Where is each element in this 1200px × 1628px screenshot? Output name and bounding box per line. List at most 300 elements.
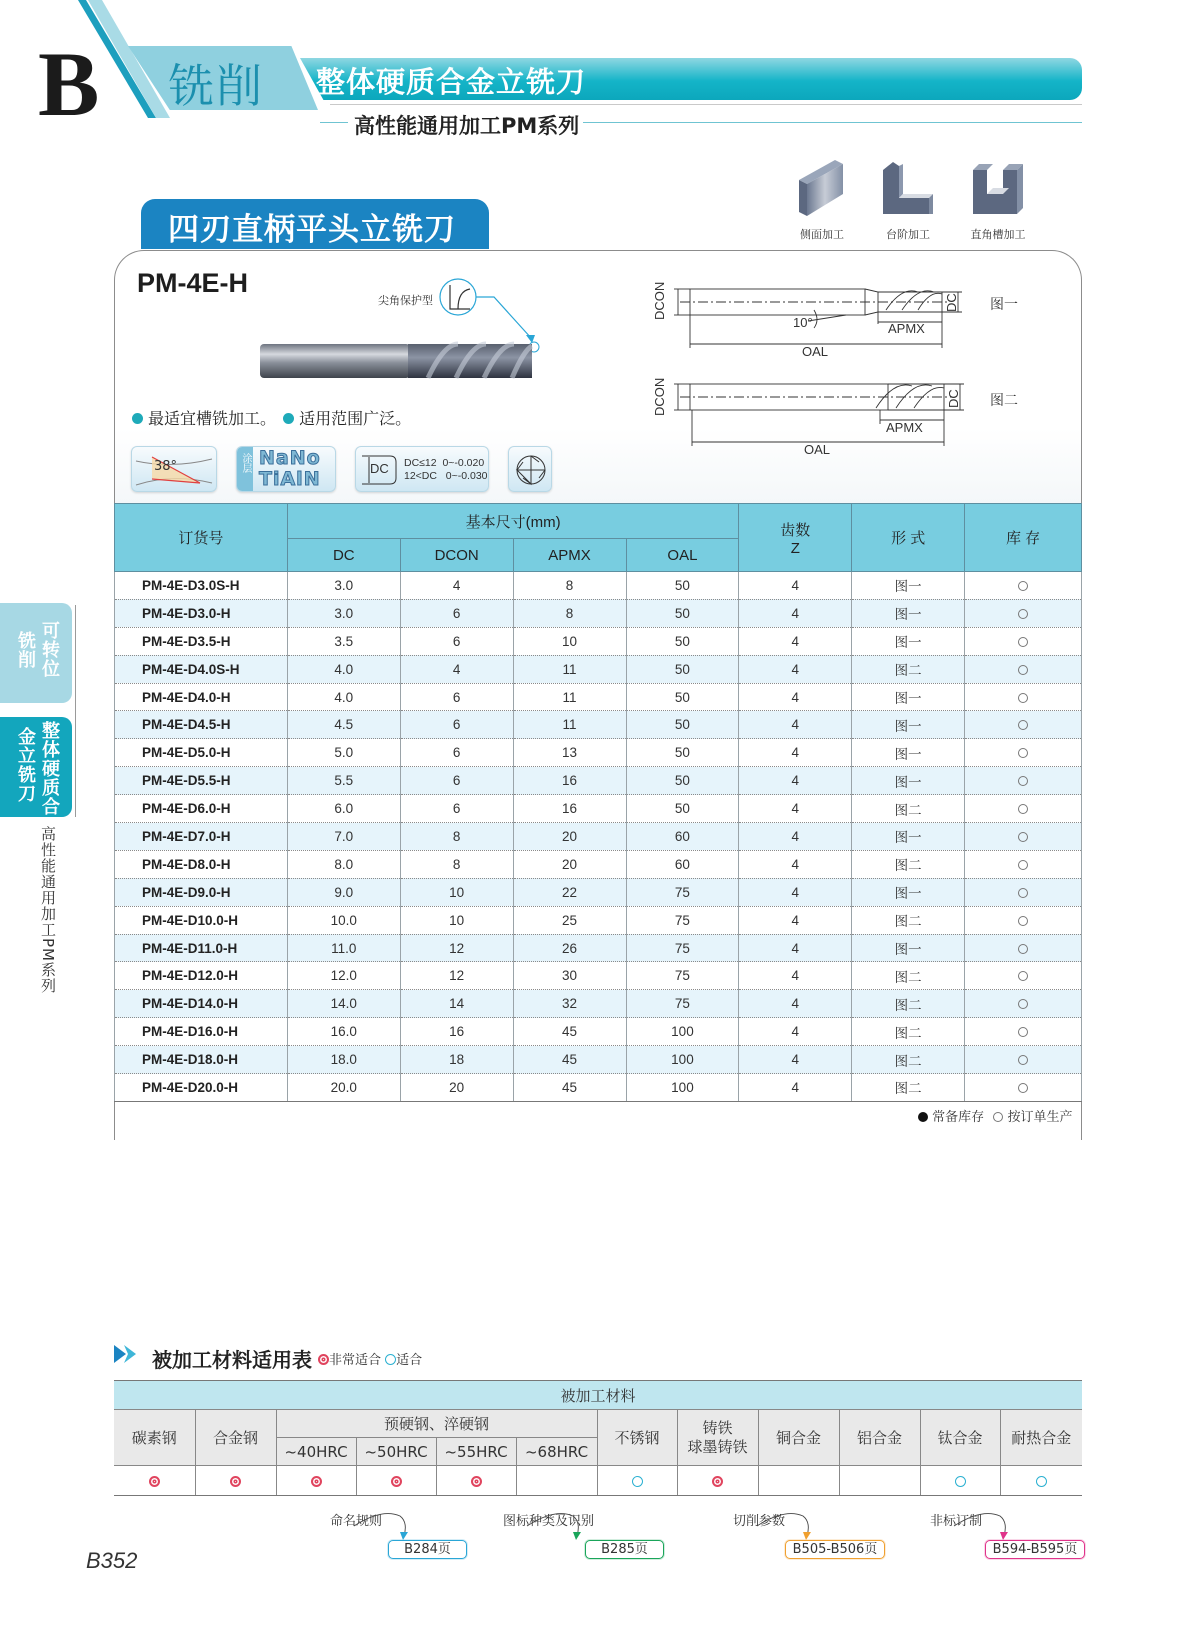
teeth-value: 4 [739,850,852,878]
teeth-value: 4 [739,1018,852,1046]
teeth-value: 4 [739,683,852,711]
order-number: PM-4E-D16.0-H [115,1018,288,1046]
order-number: PM-4E-D14.0-H [115,990,288,1018]
curved-arrow-icon [525,1512,585,1540]
tolerance-value: 0~-0.030 [445,470,488,482]
materials-title: 被加工材料适用表 [152,1348,312,1372]
curved-arrow-icon [952,1512,1012,1540]
material-rating [436,1466,516,1496]
bullet-icon [283,413,294,424]
form-value: 图二 [852,906,965,934]
material-rating [597,1466,677,1496]
corner-protection-label: 尖角保护型 [378,294,433,307]
dcon-value: 6 [400,739,513,767]
in-stock-icon [918,1112,928,1122]
side-tab-line1: 整体硬质合 [39,721,60,816]
stock-status [965,711,1082,739]
oal-value: 50 [626,627,739,655]
oal-value: 50 [626,795,739,823]
table-row [115,1074,1082,1102]
dcon-value: 8 [400,823,513,851]
order-number: PM-4E-D3.0-H [115,599,288,627]
made-to-order-icon [1018,581,1028,591]
made-to-order-icon [1018,609,1028,619]
form-value: 图一 [852,878,965,906]
materials-rating-row [114,1466,1082,1496]
material-carbon-steel: 碳素钢 [114,1410,195,1466]
made-to-order-icon [1018,1055,1028,1065]
dc-value: 11.0 [287,934,400,962]
side-divider [75,605,76,817]
side-tab-line2: 铣削 [15,631,36,669]
made-to-order-icon [1018,720,1028,730]
stock-status [965,739,1082,767]
dc-value: 12.0 [287,962,400,990]
stock-status [965,850,1082,878]
oal-value: 60 [626,823,739,851]
dc-value: 6.0 [287,795,400,823]
side-series-label: 高性能通用加工PM系列 [39,826,57,994]
material-rating [114,1466,195,1496]
slot-milling-icon [971,158,1025,218]
stock-status [965,1074,1082,1102]
bullet-icon [132,413,143,424]
stock-status [965,906,1082,934]
apmx-value: 8 [513,572,626,600]
made-to-order-icon [1018,916,1028,926]
order-number: PM-4E-D10.0-H [115,906,288,934]
col-header-apmx: APMX [513,539,626,572]
divider [330,104,1082,105]
material-hardened-steel-header: 预硬钢、淬硬钢 [276,1410,597,1438]
teeth-value: 4 [739,627,852,655]
curved-arrow-icon [755,1512,815,1540]
teeth-value: 4 [739,1074,852,1102]
order-number: PM-4E-D5.0-H [115,739,288,767]
reference-page-link[interactable]: B505-B506页 [785,1540,885,1559]
material-copper: 铜合金 [758,1410,839,1466]
teeth-value: 4 [739,878,852,906]
form-value: 图二 [852,795,965,823]
made-to-order-icon [1018,888,1028,898]
material-titanium: 钛合金 [920,1410,1000,1466]
machining-type-side [782,158,862,242]
made-to-order-icon [1018,637,1028,647]
oal-value: 75 [626,906,739,934]
feature-item: 适用范围广泛。 [299,409,412,428]
oal-value: 60 [626,850,739,878]
very-suitable-icon [230,1476,241,1487]
stock-status [965,934,1082,962]
oal-value: 50 [626,739,739,767]
reference-label: 图标种类及识别 [503,1514,595,1529]
material-hrc68: ~68HRC [516,1438,597,1466]
col-header-dc: DC [287,539,400,572]
dc-value: 4.0 [287,683,400,711]
oal-value: 100 [626,1074,739,1102]
form-value: 图二 [852,962,965,990]
order-number: PM-4E-D7.0-H [115,823,288,851]
materials-table [114,1380,1082,1496]
side-tab-indexable-milling[interactable] [0,603,72,703]
table-row [115,795,1082,823]
stock-status [965,962,1082,990]
coating-name-line2: TiAlN [259,468,321,490]
apmx-value: 45 [513,1046,626,1074]
apmx-value: 26 [513,934,626,962]
form-value: 图二 [852,1018,965,1046]
divider [560,122,1082,123]
apmx-value: 16 [513,795,626,823]
material-rating [516,1466,597,1496]
very-suitable-icon [311,1476,322,1487]
teeth-value: 4 [739,655,852,683]
material-rating [356,1466,436,1496]
form-value: 图二 [852,1074,965,1102]
dcon-value: 6 [400,795,513,823]
tolerance-symbol: DC [370,461,389,476]
product-category-title: 四刃直柄平头立铣刀 [168,212,456,248]
spec-table-body [115,572,1082,1102]
apmx-value: 45 [513,1074,626,1102]
stock-legend [918,1106,1072,1125]
material-rating [195,1466,276,1496]
order-number: PM-4E-D6.0-H [115,795,288,823]
stock-status [965,990,1082,1018]
dc-value: 9.0 [287,878,400,906]
dc-value: 18.0 [287,1046,400,1074]
table-row [115,599,1082,627]
machining-type-label: 侧面加工 [800,228,844,241]
table-row [115,934,1082,962]
tolerance-badge [355,446,489,492]
made-to-order-icon [1018,776,1028,786]
section-name: 铣削 [168,59,264,113]
stock-status [965,823,1082,851]
reference-label: 非标订制 [930,1514,983,1529]
suitable-label: 适合 [396,1353,423,1368]
dc-value: 14.0 [287,990,400,1018]
dc-value: 7.0 [287,823,400,851]
curved-arrow-icon [352,1512,412,1540]
teeth-value: 4 [739,934,852,962]
made-to-order-icon [993,1112,1003,1122]
material-rating [758,1466,839,1496]
suitable-icon [955,1476,966,1487]
spec-table [114,503,1082,1102]
table-row [115,1018,1082,1046]
divider [320,122,348,123]
col-header-dcon: DCON [400,539,513,572]
teeth-label: 齿数 [780,521,811,539]
table-row [115,906,1082,934]
very-suitable-icon [391,1476,402,1487]
dcon-value: 16 [400,1018,513,1046]
suitable-icon [632,1476,643,1487]
dcon-value: 10 [400,906,513,934]
made-to-order-icon [1018,860,1028,870]
order-number: PM-4E-D4.0S-H [115,655,288,683]
helix-angle-value: 38° [154,459,178,474]
form-value: 图一 [852,683,965,711]
made-to-order-icon [1018,944,1028,954]
stock-status [965,572,1082,600]
dc-value: 4.0 [287,655,400,683]
dcon-value: 6 [400,599,513,627]
material-cast-iron [677,1410,758,1466]
apmx-value: 11 [513,711,626,739]
materials-legend [318,1349,422,1368]
tolerance-range: 12<DC [404,470,437,482]
fig1-dc-label: DC [944,293,959,312]
fig2-oal-label: OAL [804,442,831,457]
side-tab-line2: 金立铣刀 [15,727,36,803]
teeth-value: 4 [739,1046,852,1074]
flute-count-badge [508,446,552,492]
apmx-value: 32 [513,990,626,1018]
teeth-value: 4 [739,767,852,795]
material-rating [920,1466,1000,1496]
col-header-basic-dims: 基本尺寸(mm) [287,504,739,539]
dcon-value: 4 [400,655,513,683]
feature-item: 最适宜槽铣加工。 [148,409,277,428]
coating-name-line1: NaNo [259,447,321,469]
dcon-value: 6 [400,767,513,795]
dcon-value: 4 [400,572,513,600]
tolerance-range: DC≤12 [404,457,437,469]
made-to-order-icon [1018,804,1028,814]
material-rating [839,1466,920,1496]
table-row [115,655,1082,683]
side-tab-solid-carbide-endmill[interactable] [0,717,72,817]
oal-value: 75 [626,934,739,962]
dcon-value: 6 [400,683,513,711]
reference-label: 命名规则 [330,1514,383,1529]
dc-value: 5.0 [287,739,400,767]
made-to-order-label: 按订单生产 [1007,1110,1073,1125]
section-letter: B [38,33,100,135]
shoulder-milling-icon [881,158,935,218]
material-alloy-steel: 合金钢 [195,1410,276,1466]
helix-angle-badge [131,446,217,492]
fig2-dc-label: DC [946,389,961,408]
page-number: B352 [86,1548,138,1573]
material-hrc50: ~50HRC [356,1438,436,1466]
made-to-order-icon [1018,971,1028,981]
apmx-value: 25 [513,906,626,934]
dcon-value: 8 [400,850,513,878]
very-suitable-icon [712,1476,723,1487]
form-value: 图二 [852,850,965,878]
made-to-order-icon [1018,693,1028,703]
oal-value: 50 [626,599,739,627]
stock-status [965,683,1082,711]
stock-status [965,767,1082,795]
apmx-value: 11 [513,683,626,711]
teeth-value: 4 [739,711,852,739]
fig2-apmx-label: APMX [886,420,923,435]
material-heat-resistant: 耐热合金 [1000,1410,1082,1466]
order-number: PM-4E-D12.0-H [115,962,288,990]
suitable-icon [1036,1476,1047,1487]
stock-status [965,1046,1082,1074]
side-milling-icon [795,158,849,218]
teeth-value: 4 [739,906,852,934]
form-value: 图一 [852,934,965,962]
made-to-order-icon [1018,999,1028,1009]
fig2-label: 图二 [990,393,1018,409]
coating-label: 涂层 [240,453,251,473]
page-title: 整体硬质合金立铣刀 [316,65,587,99]
form-value: 图一 [852,823,965,851]
fig2-dcon-label: DCON [652,377,667,416]
form-value: 图一 [852,627,965,655]
fig1-angle-label: 10° [793,315,813,330]
order-number: PM-4E-D9.0-H [115,878,288,906]
made-to-order-icon [1018,748,1028,758]
dcon-value: 14 [400,990,513,1018]
reference-page-link[interactable]: B285页 [585,1540,664,1559]
in-stock-label: 常备库存 [932,1110,985,1125]
very-suitable-icon [149,1476,160,1487]
side-tab-line1: 可转位 [39,621,60,678]
table-row [115,823,1082,851]
form-value: 图二 [852,655,965,683]
material-aluminum: 铝合金 [839,1410,920,1466]
teeth-value: 4 [739,572,852,600]
reference-page-link[interactable]: B594-B595页 [985,1540,1085,1559]
reference-page-link[interactable]: B284页 [388,1540,467,1559]
order-number: PM-4E-D4.0-H [115,683,288,711]
oal-value: 75 [626,990,739,1018]
form-value: 图二 [852,1046,965,1074]
coating-badge [236,446,336,492]
made-to-order-icon [1018,1083,1028,1093]
ductile-iron-label: 球墨铸铁 [687,1437,748,1456]
made-to-order-icon [1018,832,1028,842]
material-hrc40: ~40HRC [276,1438,356,1466]
stock-status [965,878,1082,906]
four-flute-icon [509,447,553,493]
table-row [115,990,1082,1018]
apmx-value: 11 [513,655,626,683]
suitable-icon [385,1354,396,1365]
dcon-value: 6 [400,711,513,739]
table-row [115,739,1082,767]
dc-value: 5.5 [287,767,400,795]
table-row [115,711,1082,739]
machining-type-slot [958,158,1038,242]
table-row [115,627,1082,655]
col-header-teeth [739,504,852,572]
made-to-order-icon [1018,665,1028,675]
dcon-value: 12 [400,934,513,962]
dc-value: 3.0 [287,572,400,600]
table-row [115,683,1082,711]
apmx-value: 16 [513,767,626,795]
very-suitable-icon [471,1476,482,1487]
dc-value: 16.0 [287,1018,400,1046]
order-number: PM-4E-D11.0-H [115,934,288,962]
dc-value: 8.0 [287,850,400,878]
form-value: 图二 [852,990,965,1018]
teeth-value: 4 [739,962,852,990]
oal-value: 50 [626,711,739,739]
col-header-form: 形 式 [852,504,965,572]
tolerance-values [404,457,488,483]
apmx-value: 30 [513,962,626,990]
very-suitable-icon [318,1354,329,1365]
fig1-dcon-label: DCON [652,281,667,320]
table-row [115,572,1082,600]
col-header-oal: OAL [626,539,739,572]
order-number: PM-4E-D3.5-H [115,627,288,655]
dcon-value: 10 [400,878,513,906]
order-number: PM-4E-D3.0S-H [115,572,288,600]
form-value: 图一 [852,767,965,795]
order-number: PM-4E-D20.0-H [115,1074,288,1102]
oal-value: 100 [626,1018,739,1046]
order-number: PM-4E-D18.0-H [115,1046,288,1074]
form-value: 图一 [852,739,965,767]
table-row [115,850,1082,878]
dc-value: 3.0 [287,599,400,627]
table-row [115,878,1082,906]
feature-list [130,406,411,429]
material-stainless: 不锈钢 [597,1410,677,1466]
very-suitable-label: 非常适合 [329,1353,382,1368]
apmx-value: 20 [513,850,626,878]
cast-iron-label: 铸铁 [702,1418,733,1437]
oal-value: 75 [626,878,739,906]
teeth-value: 4 [739,990,852,1018]
oal-value: 50 [626,572,739,600]
dcon-value: 12 [400,962,513,990]
oal-value: 50 [626,655,739,683]
double-arrow-icon [112,1343,144,1365]
form-value: 图一 [852,711,965,739]
form-value: 图一 [852,572,965,600]
stock-status [965,599,1082,627]
stock-status [965,627,1082,655]
teeth-value: 4 [739,599,852,627]
stock-status [965,795,1082,823]
machining-type-shoulder [868,158,948,242]
dc-value: 10.0 [287,906,400,934]
oal-value: 50 [626,683,739,711]
fig1-label: 图一 [990,297,1018,313]
dc-value: 20.0 [287,1074,400,1102]
fig1-oal-label: OAL [802,344,829,359]
teeth-value: 4 [739,795,852,823]
material-rating [276,1466,356,1496]
dcon-value: 18 [400,1046,513,1074]
end-mill-photo [258,340,538,382]
reference-label: 切削参数 [733,1514,786,1529]
page-subtitle: 高性能通用加工PM系列 [350,110,583,140]
table-row [115,962,1082,990]
product-model: PM-4E-H [137,268,249,298]
order-number: PM-4E-D5.5-H [115,767,288,795]
order-number: PM-4E-D8.0-H [115,850,288,878]
machining-type-label: 台阶加工 [886,228,930,241]
col-header-order-no: 订货号 [115,504,288,572]
apmx-value: 20 [513,823,626,851]
table-row [115,1046,1082,1074]
form-value: 图一 [852,599,965,627]
oal-value: 50 [626,767,739,795]
stock-status [965,655,1082,683]
